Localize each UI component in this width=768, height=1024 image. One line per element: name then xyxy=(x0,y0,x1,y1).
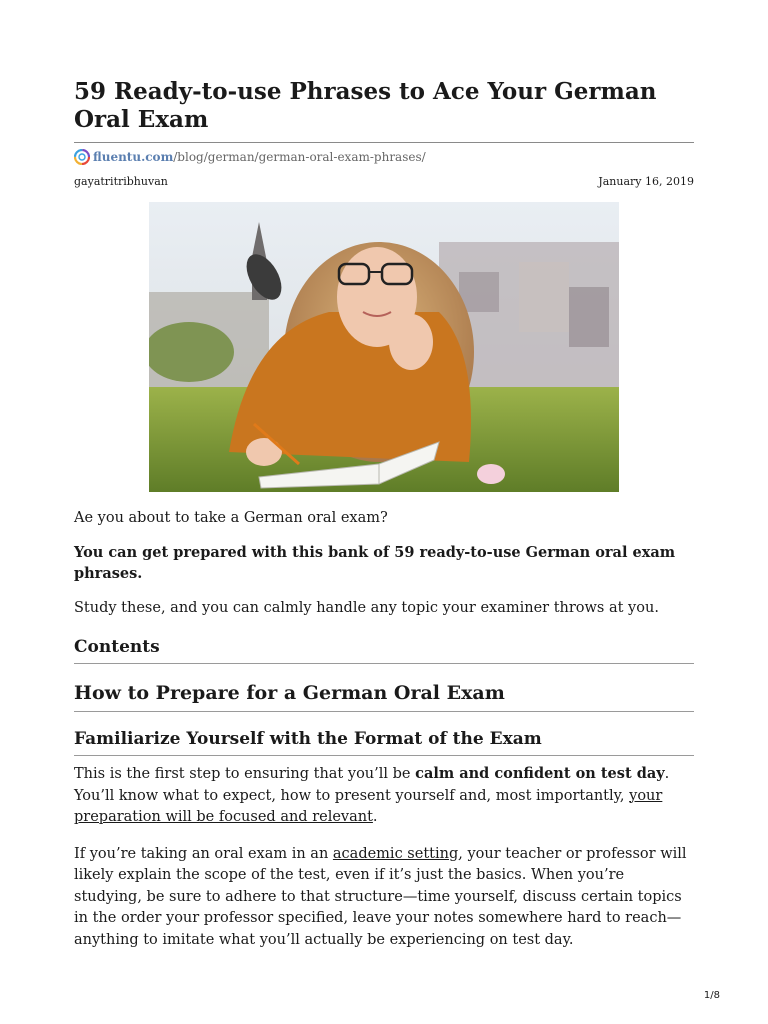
academic-text-2: , your teacher or professor will likely explain the scope of the test, even if it’s just the basics. When you’re studying, be sure to adhere to that structure—time yourself, discuss certain topics in the order your professor specified, leave your notes somewhere hard to reach—anything to imitate what you’ll actually be experiencing on test day. xyxy=(74,845,687,948)
format-text-3: . xyxy=(372,809,378,825)
format-bold-text: calm and confident on test day xyxy=(415,765,665,782)
format-paragraph xyxy=(74,763,694,829)
preparation-link[interactable]: your preparation will be focused and relevant xyxy=(74,787,663,825)
article-meta xyxy=(74,175,694,189)
academic-paragraph xyxy=(74,844,694,952)
intro-paragraph: Ae you about to take a German oral exam? xyxy=(74,510,388,526)
contents-heading: Contents xyxy=(74,636,694,664)
subsection-heading: Familiarize Yourself with the Format of the Exam xyxy=(74,728,694,756)
source-domain-link[interactable]: fluentu.com xyxy=(93,150,174,164)
study-paragraph: Study these, and you can calmly handle any topic your examiner throws at you. xyxy=(74,599,659,616)
page-number: 1/8 xyxy=(703,990,720,1001)
fluentu-logo-icon xyxy=(74,149,90,165)
academic-text-1: If you’re taking an oral exam in an xyxy=(74,845,333,862)
academic-setting-link[interactable]: academic setting xyxy=(332,845,459,862)
source-path-link[interactable]: /blog/german/german-oral-exam-phrases/ xyxy=(173,150,426,164)
article-page xyxy=(74,78,694,951)
author-name: gayatritribhuvan xyxy=(74,175,168,188)
publish-date: January 16, 2019 xyxy=(598,175,694,188)
section-heading: How to Prepare for a German Oral Exam xyxy=(74,681,694,712)
lead-paragraph: You can get prepared with this bank of 59 ready-to-use German oral exam phrases. xyxy=(74,543,676,582)
format-text-1: This is the first step to ensuring that you’ll be xyxy=(74,766,416,782)
article-title: 59 Ready-to-use Phrases to Ace Your German Oral Exam xyxy=(74,78,694,143)
format-text-2: . You’ll know what to expect, how to present yourself and, most importantly, xyxy=(74,766,670,804)
source-url xyxy=(74,149,694,165)
hero-photo xyxy=(149,202,619,492)
